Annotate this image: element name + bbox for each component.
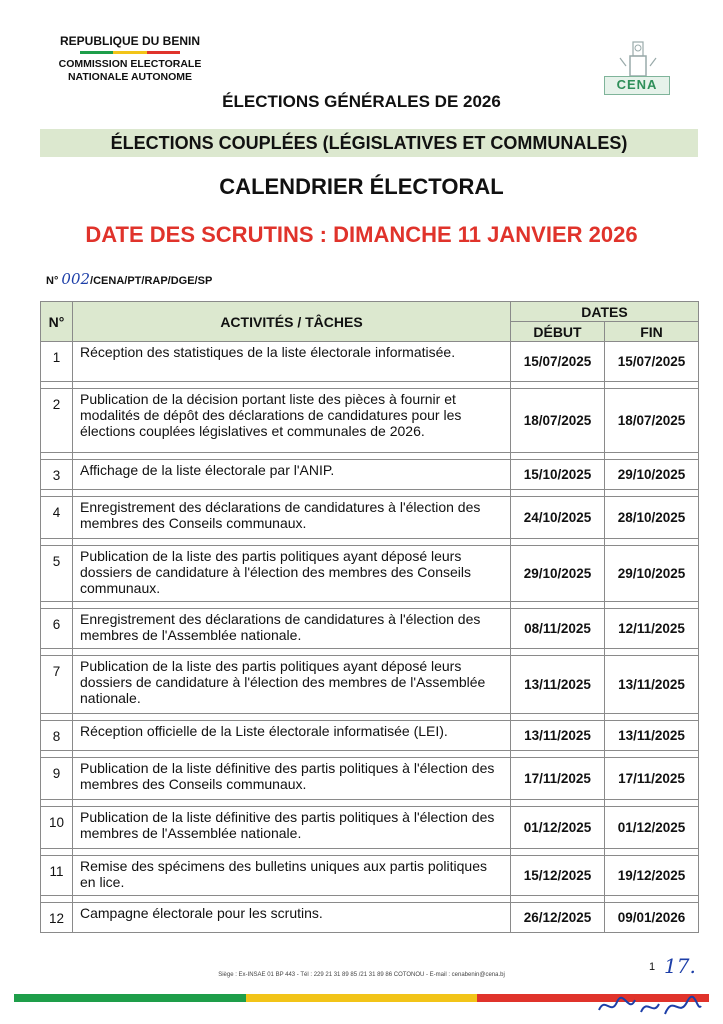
page-number: 1 bbox=[649, 961, 656, 973]
issuer-block bbox=[30, 34, 230, 84]
reference-prefix: N° bbox=[46, 275, 59, 287]
table-row bbox=[41, 903, 699, 933]
cena-logo bbox=[600, 36, 676, 98]
row-start-date: 13/11/2025 bbox=[511, 721, 605, 751]
handwritten-initials: 17. bbox=[664, 954, 696, 978]
row-activity: Enregistrement des déclarations de candidatures à l'élection des membres de l'Assemblée nationale. bbox=[73, 609, 511, 649]
row-number: 8 bbox=[41, 721, 73, 751]
row-end-date: 19/12/2025 bbox=[605, 856, 699, 896]
commission-line-1: COMMISSION ELECTORALE bbox=[58, 58, 202, 70]
row-start-date: 08/11/2025 bbox=[511, 609, 605, 649]
header-no: N° bbox=[41, 302, 73, 342]
table-row bbox=[41, 609, 699, 649]
row-start-date: 24/10/2025 bbox=[511, 497, 605, 539]
calendar-title: CALENDRIER ÉLECTORAL bbox=[219, 174, 504, 199]
flag-green bbox=[80, 51, 113, 54]
election-date-title: DATE DES SCRUTINS : DIMANCHE 11 JANVIER 2026 bbox=[85, 222, 638, 247]
row-activity: Publication de la liste des partis politiques ayant déposé leurs dossiers de candidature à l'élection des membres des Conseils communaux. bbox=[73, 546, 511, 602]
row-end-date: 15/07/2025 bbox=[605, 342, 699, 382]
reference-number bbox=[46, 270, 212, 288]
row-start-date: 15/10/2025 bbox=[511, 460, 605, 490]
row-end-date: 13/11/2025 bbox=[605, 656, 699, 714]
row-activity: Réception des statistiques de la liste électorale informatisée. bbox=[73, 342, 511, 382]
row-end-date: 13/11/2025 bbox=[605, 721, 699, 751]
row-end-date: 17/11/2025 bbox=[605, 758, 699, 800]
row-number: 1 bbox=[41, 342, 73, 382]
commission-line-2: NATIONALE AUTONOME bbox=[67, 71, 193, 83]
row-start-date: 29/10/2025 bbox=[511, 546, 605, 602]
row-number: 6 bbox=[41, 609, 73, 649]
signature-icon bbox=[595, 990, 705, 1022]
row-end-date: 18/07/2025 bbox=[605, 389, 699, 453]
row-number: 3 bbox=[41, 460, 73, 490]
row-start-date: 01/12/2025 bbox=[511, 807, 605, 849]
logo-text: CENA bbox=[616, 77, 658, 92]
row-activity: Réception officielle de la Liste électorale informatisée (LEI). bbox=[73, 721, 511, 751]
table-row bbox=[41, 807, 699, 849]
row-start-date: 17/11/2025 bbox=[511, 758, 605, 800]
flag-yellow bbox=[113, 51, 146, 54]
row-start-date: 15/07/2025 bbox=[511, 342, 605, 382]
table-row bbox=[41, 656, 699, 714]
table-row bbox=[41, 546, 699, 602]
row-activity: Publication de la liste définitive des partis politiques à l'élection des membres de l'Assemblée nationale. bbox=[73, 807, 511, 849]
row-number: 7 bbox=[41, 656, 73, 714]
reference-suffix: /CENA/PT/RAP/DGE/SP bbox=[90, 275, 213, 287]
row-activity: Enregistrement des déclarations de candidatures à l'élection des membres des Conseils communaux. bbox=[73, 497, 511, 539]
table-row bbox=[41, 342, 699, 382]
flag-stripe bbox=[80, 51, 180, 54]
row-activity: Remise des spécimens des bulletins uniques aux partis politiques en lice. bbox=[73, 856, 511, 896]
table-row bbox=[41, 389, 699, 453]
row-end-date: 12/11/2025 bbox=[605, 609, 699, 649]
header-activities: ACTIVITÉS / TÂCHES bbox=[73, 302, 511, 342]
row-number: 2 bbox=[41, 389, 73, 453]
table-row bbox=[41, 721, 699, 751]
header-dates: DATES bbox=[511, 302, 699, 322]
row-start-date: 13/11/2025 bbox=[511, 656, 605, 714]
general-elections-title: ÉLECTIONS GÉNÉRALES DE 2026 bbox=[222, 92, 501, 111]
footer-address: Siège : Ex-INSAE 01 BP 443 - Tél : 229 21 31 89 85 /21 31 89 86 COTONOU - E-mail : cenabenin@cena.bj bbox=[218, 972, 505, 978]
row-activity: Publication de la décision portant liste des pièces à fournir et modalités de dépôt des déclarations de candidatures pour les élections couplées législatives et communales de 2026. bbox=[73, 389, 511, 453]
row-activity: Campagne électorale pour les scrutins. bbox=[73, 903, 511, 933]
row-activity: Publication de la liste des partis politiques ayant déposé leurs dossiers de candidature à l'élection des membres de l'Assemblée nationale. bbox=[73, 656, 511, 714]
row-start-date: 18/07/2025 bbox=[511, 389, 605, 453]
header-start: DÉBUT bbox=[511, 322, 605, 342]
row-start-date: 26/12/2025 bbox=[511, 903, 605, 933]
row-activity: Affichage de la liste électorale par l'ANIP. bbox=[73, 460, 511, 490]
row-number: 11 bbox=[41, 856, 73, 896]
electoral-calendar-table bbox=[40, 301, 699, 933]
table-row bbox=[41, 758, 699, 800]
ballot-box-icon bbox=[600, 36, 676, 78]
table-row bbox=[41, 856, 699, 896]
row-number: 10 bbox=[41, 807, 73, 849]
row-number: 5 bbox=[41, 546, 73, 602]
table-row bbox=[41, 497, 699, 539]
row-end-date: 01/12/2025 bbox=[605, 807, 699, 849]
row-start-date: 15/12/2025 bbox=[511, 856, 605, 896]
table-row bbox=[41, 460, 699, 490]
republic-name: REPUBLIQUE DU BENIN bbox=[59, 34, 200, 48]
row-end-date: 29/10/2025 bbox=[605, 460, 699, 490]
flag-green bbox=[14, 994, 246, 1002]
row-number: 9 bbox=[41, 758, 73, 800]
coupled-elections-banner: ÉLECTIONS COUPLÉES (LÉGISLATIVES ET COMMUNALES) bbox=[40, 129, 698, 157]
header-end: FIN bbox=[605, 322, 699, 342]
row-number: 12 bbox=[41, 903, 73, 933]
reference-handwritten-number: 002 bbox=[61, 270, 91, 288]
row-end-date: 29/10/2025 bbox=[605, 546, 699, 602]
row-activity: Publication de la liste définitive des partis politiques à l'élection des membres des Conseils communaux. bbox=[73, 758, 511, 800]
flag-red bbox=[147, 51, 180, 54]
row-end-date: 28/10/2025 bbox=[605, 497, 699, 539]
flag-yellow bbox=[246, 994, 478, 1002]
row-end-date: 09/01/2026 bbox=[605, 903, 699, 933]
row-number: 4 bbox=[41, 497, 73, 539]
